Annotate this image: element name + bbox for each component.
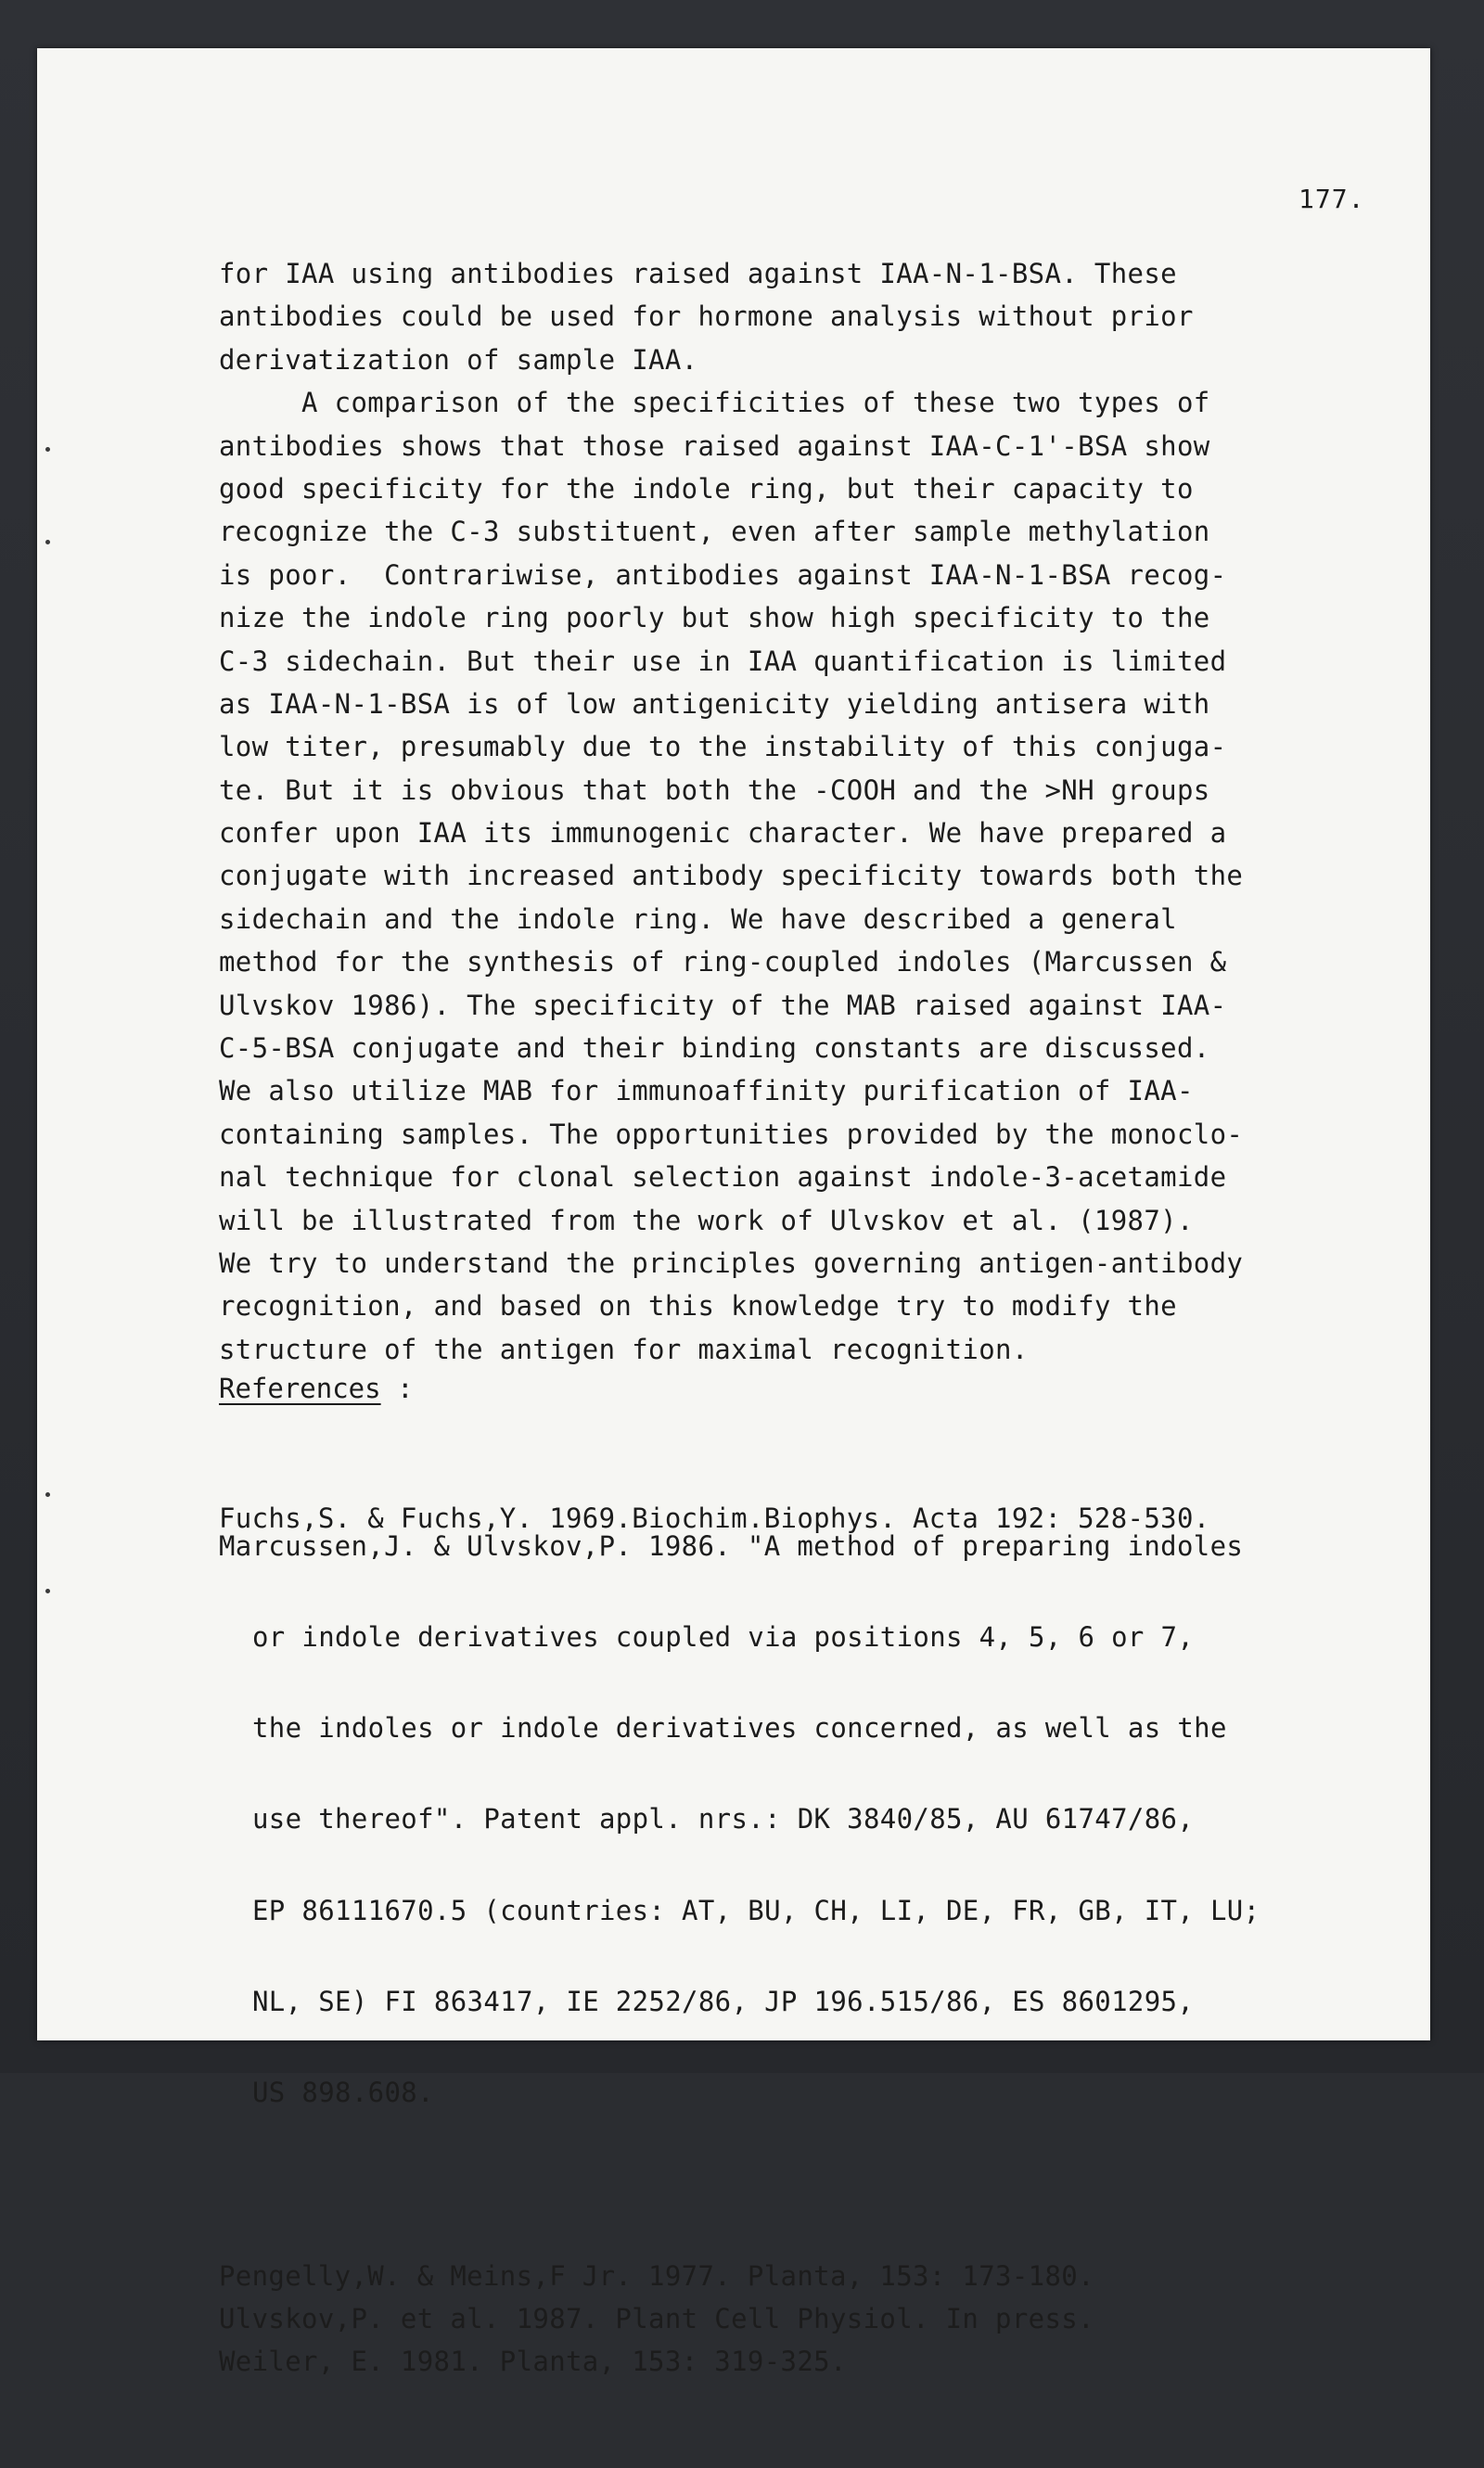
- reference-line: Pengelly,W. & Meins,F Jr. 1977. Planta, 153: 173-180.: [219, 2260, 1094, 2293]
- body-line: low titer, presumably due to the instability of this conjuga-: [219, 731, 1227, 763]
- reference-line: Weiler, E. 1981. Planta, 153: 319-325.: [219, 2346, 847, 2378]
- body-line: antibodies shows that those raised against IAA-C-1'-BSA show: [219, 429, 1210, 462]
- reference-line: Marcussen,J. & Ulvskov,P. 1986. "A method of preparing indoles: [219, 1530, 1244, 1562]
- margin-mark: [45, 447, 50, 452]
- body-line: te. But it is obvious that both the -COOH and the >NH groups: [219, 774, 1210, 806]
- body-line: for IAA using antibodies raised against IAA-N-1-BSA. These: [219, 258, 1177, 289]
- reference-line: Fuchs,S. & Fuchs,Y. 1969.Biochim.Biophys. Acta 192: 528-530.: [219, 1503, 1210, 1534]
- references-heading: [219, 1367, 414, 1410]
- reference-line: EP 86111670.5 (countries: AT, BU, CH, LI, DE, FR, GB, IT, LU;: [252, 1894, 1260, 1926]
- body-line: method for the synthesis of ring-coupled indoles (Marcussen &: [219, 946, 1227, 978]
- body-line: containing samples. The opportunities provided by the monoclo-: [219, 1118, 1244, 1150]
- references-heading-colon: :: [380, 1373, 414, 1404]
- reference-line: Ulvskov,P. et al. 1987. Plant Cell Physiol. In press.: [219, 2303, 1094, 2335]
- page-number: 177.: [1298, 184, 1365, 214]
- body-line: recognition, and based on this knowledge try to modify the: [219, 1290, 1177, 1323]
- references-list: [219, 1412, 1360, 2378]
- reference-line: the indoles or indole derivatives concerned, as well as the: [252, 1712, 1227, 1745]
- body-line: nal technique for clonal selection against indole-3-acetamide: [219, 1161, 1227, 1194]
- reference-line: or indole derivatives coupled via positions 4, 5, 6 or 7,: [252, 1621, 1195, 1653]
- body-line: recognize the C-3 substituent, even after sample methylation: [219, 516, 1210, 548]
- body-line: We also utilize MAB for immunoaffinity purification of IAA-: [219, 1075, 1194, 1107]
- margin-mark: [45, 1492, 50, 1497]
- reference-item: [219, 1412, 1360, 1534]
- body-paragraphs: [219, 252, 1332, 1371]
- body-line: is poor. Contrariwise, antibodies against IAA-N-1-BSA recog-: [219, 558, 1227, 591]
- references-heading-label: References: [219, 1373, 381, 1404]
- body-line: We try to understand the principles governing antigen-antibody: [219, 1247, 1244, 1279]
- body-line: structure of the antigen for maximal recognition.: [219, 1333, 1029, 1365]
- reference-line: use thereof". Patent appl. nrs.: DK 3840/85, AU 61747/86,: [252, 1803, 1195, 1835]
- body-line: Ulvskov 1986). The specificity of the MAB raised against IAA-: [219, 989, 1227, 1021]
- body-line: nize the indole ring poorly but show high specificity to the: [219, 602, 1210, 634]
- reference-line: US 898.608.: [252, 2076, 434, 2108]
- body-line: C-3 sidechain. But their use in IAA quantification is limited: [219, 645, 1227, 677]
- body-line: as IAA-N-1-BSA is of low antigenicity yielding antisera with: [219, 687, 1210, 720]
- body-line: A comparison of the specificities of these two types of: [219, 387, 1210, 419]
- body-line: derivatization of sample IAA.: [219, 343, 698, 376]
- body-line: good specificity for the indole ring, but their capacity to: [219, 472, 1194, 505]
- body-line: sidechain and the indole ring. We have described a general: [219, 902, 1177, 935]
- reference-item: [219, 1469, 1360, 2169]
- body-line: confer upon IAA its immunogenic character. We have prepared a: [219, 817, 1227, 850]
- body-line: antibodies could be used for hormone analysis without prior: [219, 301, 1194, 333]
- reference-item: [219, 2169, 1360, 2293]
- reference-line: NL, SE) FI 863417, IE 2252/86, JP 196.515/86, ES 8601295,: [252, 1985, 1195, 2017]
- margin-mark: [45, 540, 50, 544]
- body-line: conjugate with increased antibody specificity towards both the: [219, 860, 1244, 892]
- body-line: C-5-BSA conjugate and their binding constants are discussed.: [219, 1032, 1210, 1065]
- body-line: will be illustrated from the work of Ulvskov et al. (1987).: [219, 1204, 1194, 1236]
- margin-mark: [45, 1589, 50, 1593]
